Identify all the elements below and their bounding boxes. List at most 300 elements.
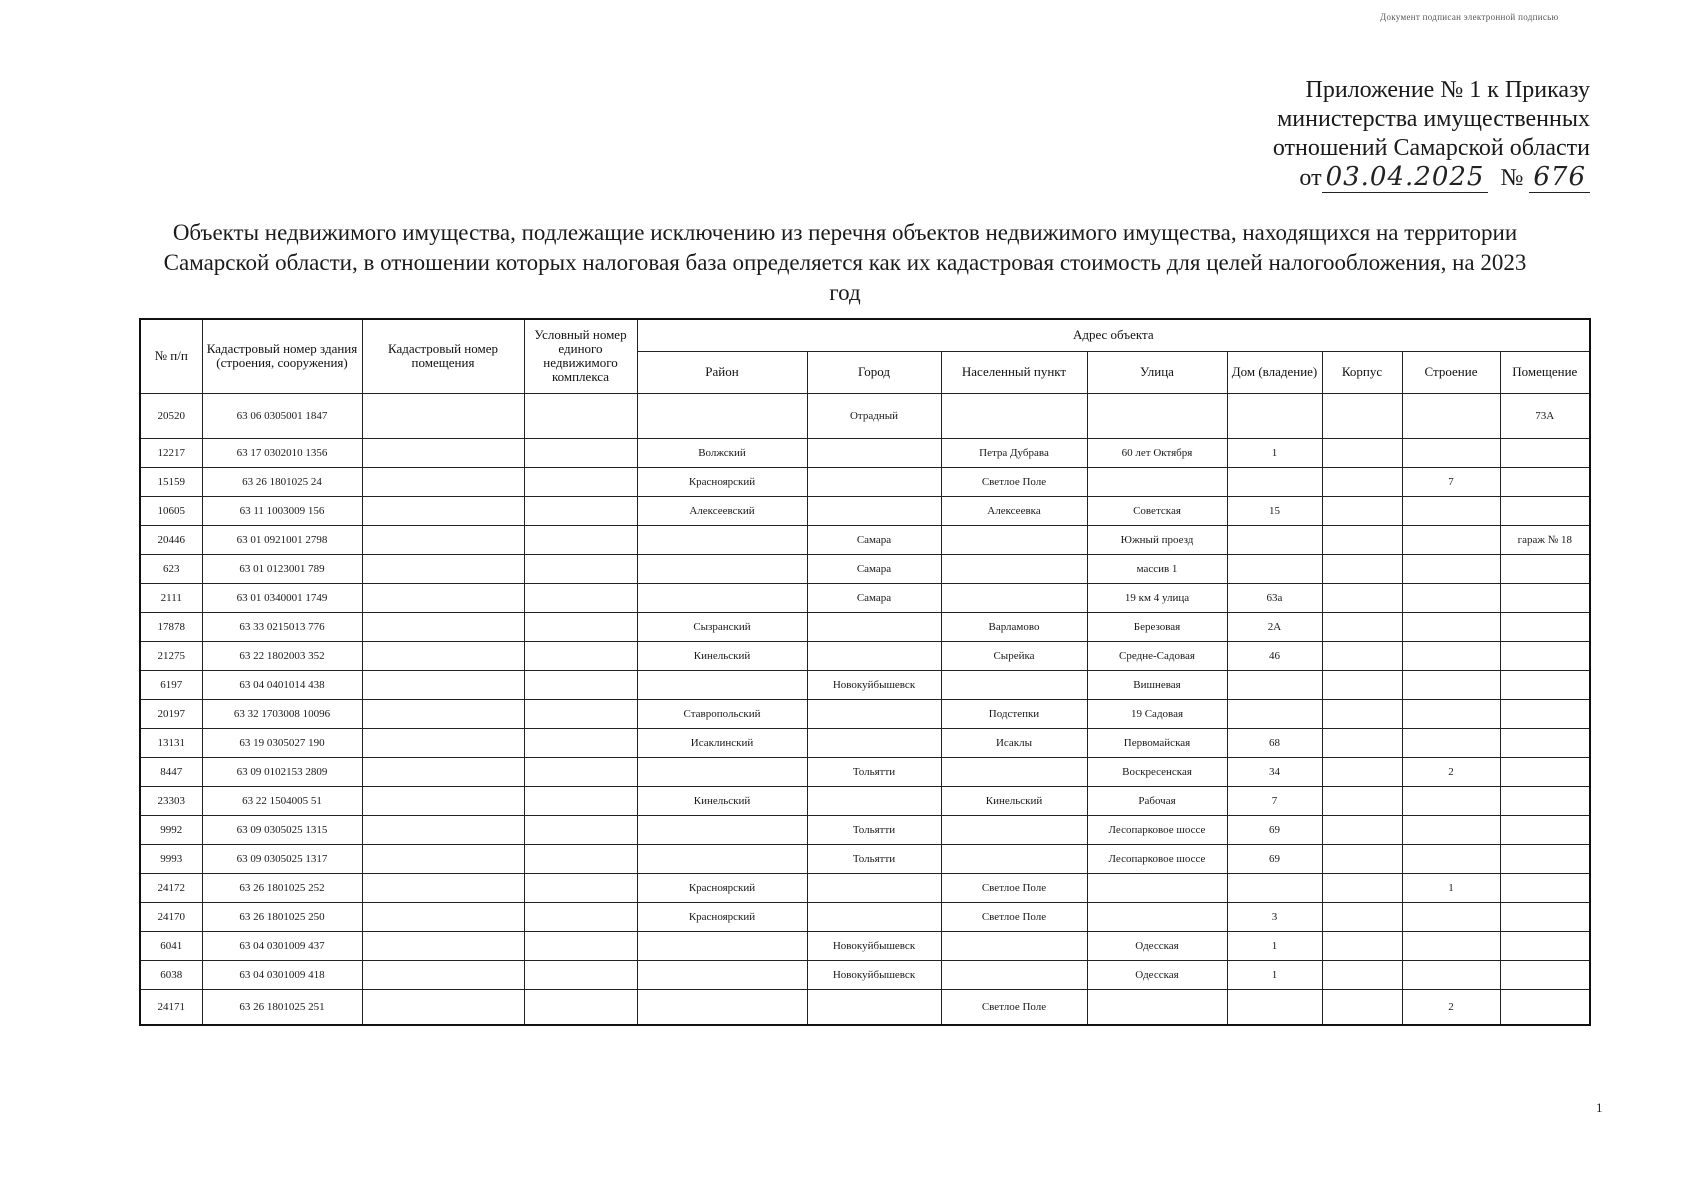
- cell-korpus: [1322, 467, 1402, 496]
- cell-cond-number: [524, 583, 637, 612]
- table-row: [140, 554, 1590, 583]
- cell-cad-premise: [362, 873, 524, 902]
- cell-street: Лесопарковое шоссе: [1087, 815, 1227, 844]
- table-row: [140, 467, 1590, 496]
- cell-settlement: [941, 554, 1087, 583]
- cell-house: 69: [1227, 844, 1322, 873]
- table-row: [140, 815, 1590, 844]
- property-table: [139, 318, 1591, 1026]
- cell-cad-building: 63 32 1703008 10096: [202, 699, 362, 728]
- cell-settlement: Подстепки: [941, 699, 1087, 728]
- cell-num: 23303: [140, 786, 202, 815]
- cell-korpus: [1322, 438, 1402, 467]
- cell-building: [1402, 612, 1500, 641]
- cell-district: [637, 931, 807, 960]
- table-body: [140, 393, 1590, 1025]
- cell-num: 2111: [140, 583, 202, 612]
- cell-num: 15159: [140, 467, 202, 496]
- cell-district: Красноярский: [637, 873, 807, 902]
- cell-district: [637, 844, 807, 873]
- cell-city: [807, 612, 941, 641]
- cell-building: [1402, 393, 1500, 438]
- cell-building: [1402, 641, 1500, 670]
- cell-settlement: [941, 757, 1087, 786]
- cell-korpus: [1322, 786, 1402, 815]
- cell-settlement: Петра Дубрава: [941, 438, 1087, 467]
- cell-district: Красноярский: [637, 902, 807, 931]
- cell-settlement: [941, 393, 1087, 438]
- cell-house: 1: [1227, 438, 1322, 467]
- cell-city: Самара: [807, 554, 941, 583]
- cell-korpus: [1322, 815, 1402, 844]
- cell-street: [1087, 873, 1227, 902]
- cell-house: 69: [1227, 815, 1322, 844]
- cell-room: [1500, 699, 1590, 728]
- cell-num: 13131: [140, 728, 202, 757]
- cell-num: 6038: [140, 960, 202, 989]
- cell-room: гараж № 18: [1500, 525, 1590, 554]
- header-house: Дом (владение): [1227, 351, 1322, 393]
- cell-cond-number: [524, 757, 637, 786]
- cell-settlement: Алексеевка: [941, 496, 1087, 525]
- cell-num: 20520: [140, 393, 202, 438]
- appendix-line: Приложение № 1 к Приказу: [1305, 77, 1590, 103]
- appendix-line: отношений Самарской области: [1272, 135, 1590, 161]
- cell-street: Советская: [1087, 496, 1227, 525]
- cell-cad-premise: [362, 699, 524, 728]
- cell-cad-premise: [362, 438, 524, 467]
- cell-room: 73А: [1500, 393, 1590, 438]
- cell-building: [1402, 931, 1500, 960]
- cell-building: [1402, 786, 1500, 815]
- cell-cond-number: [524, 844, 637, 873]
- cell-korpus: [1322, 844, 1402, 873]
- cell-cad-premise: [362, 525, 524, 554]
- cell-house: [1227, 525, 1322, 554]
- cell-cad-building: 63 11 1003009 156: [202, 496, 362, 525]
- cell-district: [637, 815, 807, 844]
- cell-building: [1402, 960, 1500, 989]
- table-row: [140, 641, 1590, 670]
- header-cad-premise: Кадастровый номер помещения: [362, 319, 524, 393]
- table-row: [140, 757, 1590, 786]
- cell-num: 8447: [140, 757, 202, 786]
- cell-room: [1500, 612, 1590, 641]
- cell-cad-premise: [362, 554, 524, 583]
- header-address: Адрес объекта: [637, 319, 1590, 351]
- appendix-header: [1180, 76, 1590, 193]
- cell-cad-premise: [362, 844, 524, 873]
- cell-building: 7: [1402, 467, 1500, 496]
- cell-num: 9992: [140, 815, 202, 844]
- cell-cad-building: 63 06 0305001 1847: [202, 393, 362, 438]
- cell-building: [1402, 496, 1500, 525]
- cell-korpus: [1322, 612, 1402, 641]
- cell-street: [1087, 467, 1227, 496]
- cell-cond-number: [524, 728, 637, 757]
- cell-street: Одесская: [1087, 960, 1227, 989]
- cell-street: массив 1: [1087, 554, 1227, 583]
- cell-cad-premise: [362, 757, 524, 786]
- cell-house: [1227, 873, 1322, 902]
- cell-settlement: [941, 815, 1087, 844]
- cell-settlement: Кинельский: [941, 786, 1087, 815]
- cell-city: Тольятти: [807, 815, 941, 844]
- cell-cad-building: 63 22 1504005 51: [202, 786, 362, 815]
- cell-cad-building: 63 09 0305025 1317: [202, 844, 362, 873]
- cell-district: Волжский: [637, 438, 807, 467]
- cell-district: [637, 960, 807, 989]
- cell-cad-building: 63 04 0401014 438: [202, 670, 362, 699]
- table-row: [140, 728, 1590, 757]
- cell-cad-building: 63 04 0301009 418: [202, 960, 362, 989]
- cell-room: [1500, 873, 1590, 902]
- cell-num: 24172: [140, 873, 202, 902]
- cell-street: Вишневая: [1087, 670, 1227, 699]
- cell-cad-premise: [362, 393, 524, 438]
- cell-building: [1402, 554, 1500, 583]
- cell-cond-number: [524, 786, 637, 815]
- cell-cond-number: [524, 815, 637, 844]
- cell-cad-premise: [362, 902, 524, 931]
- cell-house: [1227, 989, 1322, 1025]
- cell-room: [1500, 554, 1590, 583]
- header-cad-building: Кадастровый номер здания (строения, сооружения): [202, 319, 362, 393]
- cell-cond-number: [524, 989, 637, 1025]
- order-date-line: [1180, 163, 1590, 193]
- cell-num: 24170: [140, 902, 202, 931]
- signature-stamp: Документ подписан электронной подписью: [1380, 12, 1559, 22]
- cell-city: [807, 902, 941, 931]
- cell-cond-number: [524, 931, 637, 960]
- cell-num: 24171: [140, 989, 202, 1025]
- header-settlement: Населенный пункт: [941, 351, 1087, 393]
- cell-district: [637, 670, 807, 699]
- cell-cond-number: [524, 960, 637, 989]
- cell-house: 68: [1227, 728, 1322, 757]
- cell-cond-number: [524, 467, 637, 496]
- cell-house: 1: [1227, 960, 1322, 989]
- cell-district: Ставропольский: [637, 699, 807, 728]
- cell-cad-building: 63 04 0301009 437: [202, 931, 362, 960]
- cell-district: Кинельский: [637, 641, 807, 670]
- cell-district: Кинельский: [637, 786, 807, 815]
- cell-street: Рабочая: [1087, 786, 1227, 815]
- cell-house: 1: [1227, 931, 1322, 960]
- cell-cad-building: 63 17 0302010 1356: [202, 438, 362, 467]
- cell-district: Сызранский: [637, 612, 807, 641]
- cell-cad-building: 63 26 1801025 24: [202, 467, 362, 496]
- cell-num: 6041: [140, 931, 202, 960]
- cell-room: [1500, 641, 1590, 670]
- cell-house: 46: [1227, 641, 1322, 670]
- cell-num: 9993: [140, 844, 202, 873]
- cell-cad-building: 63 09 0102153 2809: [202, 757, 362, 786]
- header-room: Помещение: [1500, 351, 1590, 393]
- cell-cad-premise: [362, 931, 524, 960]
- cell-building: [1402, 670, 1500, 699]
- cell-cond-number: [524, 670, 637, 699]
- cell-city: Тольятти: [807, 757, 941, 786]
- cell-cad-premise: [362, 786, 524, 815]
- cell-street: [1087, 902, 1227, 931]
- cell-settlement: Сырейка: [941, 641, 1087, 670]
- cell-korpus: [1322, 554, 1402, 583]
- cell-settlement: [941, 525, 1087, 554]
- cell-cond-number: [524, 699, 637, 728]
- cell-building: [1402, 902, 1500, 931]
- table-row: [140, 438, 1590, 467]
- cell-cad-premise: [362, 728, 524, 757]
- appendix-line: министерства имущественных: [1277, 106, 1590, 132]
- header-korpus: Корпус: [1322, 351, 1402, 393]
- cell-district: Исаклинский: [637, 728, 807, 757]
- cell-korpus: [1322, 757, 1402, 786]
- cell-street: [1087, 989, 1227, 1025]
- number-label: №: [1500, 165, 1524, 191]
- cell-house: [1227, 670, 1322, 699]
- cell-street: 19 км 4 улица: [1087, 583, 1227, 612]
- cell-house: 3: [1227, 902, 1322, 931]
- cell-city: Новокуйбышевск: [807, 960, 941, 989]
- cell-korpus: [1322, 960, 1402, 989]
- cell-district: [637, 757, 807, 786]
- cell-settlement: Светлое Поле: [941, 989, 1087, 1025]
- table-row: [140, 786, 1590, 815]
- cell-district: [637, 525, 807, 554]
- cell-building: [1402, 438, 1500, 467]
- cell-street: Первомайская: [1087, 728, 1227, 757]
- cell-cad-building: 63 01 0921001 2798: [202, 525, 362, 554]
- cell-cond-number: [524, 438, 637, 467]
- table-row: [140, 989, 1590, 1025]
- cell-cad-building: 63 01 0123001 789: [202, 554, 362, 583]
- cell-house: [1227, 393, 1322, 438]
- cell-num: 10605: [140, 496, 202, 525]
- cell-city: [807, 989, 941, 1025]
- cell-district: [637, 554, 807, 583]
- cell-city: [807, 728, 941, 757]
- cell-district: Алексеевский: [637, 496, 807, 525]
- table-row: [140, 699, 1590, 728]
- cell-city: Новокуйбышевск: [807, 931, 941, 960]
- cell-cad-premise: [362, 989, 524, 1025]
- cell-num: 623: [140, 554, 202, 583]
- cell-cond-number: [524, 554, 637, 583]
- cell-cond-number: [524, 641, 637, 670]
- cell-korpus: [1322, 989, 1402, 1025]
- cell-city: Самара: [807, 583, 941, 612]
- date-prefix: от: [1299, 165, 1322, 191]
- table-row: [140, 612, 1590, 641]
- table-row: [140, 525, 1590, 554]
- cell-street: Березовая: [1087, 612, 1227, 641]
- cell-district: [637, 583, 807, 612]
- cell-korpus: [1322, 496, 1402, 525]
- cell-house: 7: [1227, 786, 1322, 815]
- cell-city: [807, 699, 941, 728]
- cell-city: [807, 467, 941, 496]
- page-number: 1: [1596, 1100, 1603, 1115]
- cell-building: [1402, 699, 1500, 728]
- cell-korpus: [1322, 670, 1402, 699]
- cell-cad-premise: [362, 670, 524, 699]
- table-row: [140, 393, 1590, 438]
- cell-settlement: Светлое Поле: [941, 873, 1087, 902]
- cell-street: [1087, 393, 1227, 438]
- cell-settlement: [941, 844, 1087, 873]
- cell-cad-premise: [362, 641, 524, 670]
- cell-cad-premise: [362, 612, 524, 641]
- cell-street: 60 лет Октября: [1087, 438, 1227, 467]
- cell-room: [1500, 989, 1590, 1025]
- cell-room: [1500, 844, 1590, 873]
- header-num: № п/п: [140, 319, 202, 393]
- cell-building: 2: [1402, 989, 1500, 1025]
- cell-district: Красноярский: [637, 467, 807, 496]
- cell-cad-premise: [362, 960, 524, 989]
- cell-settlement: [941, 960, 1087, 989]
- cell-cad-building: 63 01 0340001 1749: [202, 583, 362, 612]
- cell-district: [637, 393, 807, 438]
- cell-cond-number: [524, 873, 637, 902]
- cell-city: Тольятти: [807, 844, 941, 873]
- cell-house: [1227, 699, 1322, 728]
- cell-room: [1500, 902, 1590, 931]
- table-row: [140, 583, 1590, 612]
- cell-cad-building: 63 22 1802003 352: [202, 641, 362, 670]
- cell-building: [1402, 525, 1500, 554]
- cell-cad-building: 63 26 1801025 250: [202, 902, 362, 931]
- handwritten-number: 676: [1529, 162, 1590, 193]
- cell-cond-number: [524, 393, 637, 438]
- cell-house: [1227, 554, 1322, 583]
- cell-house: [1227, 467, 1322, 496]
- cell-city: [807, 496, 941, 525]
- cell-korpus: [1322, 583, 1402, 612]
- header-street: Улица: [1087, 351, 1227, 393]
- cell-room: [1500, 815, 1590, 844]
- cell-district: [637, 989, 807, 1025]
- cell-korpus: [1322, 393, 1402, 438]
- cell-building: [1402, 844, 1500, 873]
- table-row: [140, 960, 1590, 989]
- cell-cad-building: 63 19 0305027 190: [202, 728, 362, 757]
- cell-city: [807, 438, 941, 467]
- cell-building: [1402, 583, 1500, 612]
- cell-house: 63а: [1227, 583, 1322, 612]
- cell-num: 17878: [140, 612, 202, 641]
- cell-room: [1500, 583, 1590, 612]
- cell-city: [807, 786, 941, 815]
- cell-street: Одесская: [1087, 931, 1227, 960]
- table-row: [140, 902, 1590, 931]
- cell-street: Средне-Садовая: [1087, 641, 1227, 670]
- cell-cad-building: 63 26 1801025 252: [202, 873, 362, 902]
- table-row: [140, 496, 1590, 525]
- cell-room: [1500, 670, 1590, 699]
- cell-cad-premise: [362, 496, 524, 525]
- cell-building: [1402, 728, 1500, 757]
- cell-settlement: [941, 670, 1087, 699]
- cell-korpus: [1322, 902, 1402, 931]
- header-district: Район: [637, 351, 807, 393]
- table-row: [140, 844, 1590, 873]
- cell-building: 1: [1402, 873, 1500, 902]
- header-city: Город: [807, 351, 941, 393]
- cell-city: [807, 873, 941, 902]
- cell-room: [1500, 496, 1590, 525]
- cell-building: [1402, 815, 1500, 844]
- cell-city: Отрадный: [807, 393, 941, 438]
- cell-house: 15: [1227, 496, 1322, 525]
- cell-street: Южный проезд: [1087, 525, 1227, 554]
- cell-cond-number: [524, 612, 637, 641]
- cell-room: [1500, 786, 1590, 815]
- cell-settlement: Исаклы: [941, 728, 1087, 757]
- cell-room: [1500, 467, 1590, 496]
- cell-settlement: Варламово: [941, 612, 1087, 641]
- cell-cad-premise: [362, 815, 524, 844]
- cell-num: 12217: [140, 438, 202, 467]
- cell-cad-building: 63 33 0215013 776: [202, 612, 362, 641]
- cell-street: 19 Садовая: [1087, 699, 1227, 728]
- cell-cad-building: 63 26 1801025 251: [202, 989, 362, 1025]
- cell-num: 20446: [140, 525, 202, 554]
- cell-cond-number: [524, 525, 637, 554]
- cell-num: 20197: [140, 699, 202, 728]
- cell-cond-number: [524, 496, 637, 525]
- cell-house: 2А: [1227, 612, 1322, 641]
- cell-building: 2: [1402, 757, 1500, 786]
- table-row: [140, 931, 1590, 960]
- cell-room: [1500, 728, 1590, 757]
- cell-room: [1500, 960, 1590, 989]
- cell-city: Новокуйбышевск: [807, 670, 941, 699]
- cell-street: Лесопарковое шоссе: [1087, 844, 1227, 873]
- cell-korpus: [1322, 699, 1402, 728]
- table-row: [140, 873, 1590, 902]
- cell-settlement: [941, 931, 1087, 960]
- cell-settlement: Светлое Поле: [941, 902, 1087, 931]
- cell-korpus: [1322, 931, 1402, 960]
- table-row: [140, 670, 1590, 699]
- cell-room: [1500, 438, 1590, 467]
- cell-cad-building: 63 09 0305025 1315: [202, 815, 362, 844]
- cell-cond-number: [524, 902, 637, 931]
- cell-room: [1500, 757, 1590, 786]
- cell-korpus: [1322, 873, 1402, 902]
- document-title: Объекты недвижимого имущества, подлежащие исключению из перечня объектов недвижимого имущества, находящихся на территории Самарской области, в отношении которых налоговая база определяется как их кадастровая стоимость для целей налогообложения, на 2023 год: [163, 220, 1527, 305]
- cell-korpus: [1322, 525, 1402, 554]
- header-cond-number: Условный номер единого недвижимого комплекса: [524, 319, 637, 393]
- cell-house: 34: [1227, 757, 1322, 786]
- cell-settlement: [941, 583, 1087, 612]
- cell-city: Самара: [807, 525, 941, 554]
- cell-num: 21275: [140, 641, 202, 670]
- cell-korpus: [1322, 641, 1402, 670]
- cell-street: Воскресенская: [1087, 757, 1227, 786]
- cell-city: [807, 641, 941, 670]
- cell-cad-premise: [362, 583, 524, 612]
- header-building: Строение: [1402, 351, 1500, 393]
- cell-room: [1500, 931, 1590, 960]
- cell-korpus: [1322, 728, 1402, 757]
- handwritten-date: 03.04.2025: [1322, 162, 1489, 193]
- cell-cad-premise: [362, 467, 524, 496]
- cell-num: 6197: [140, 670, 202, 699]
- cell-settlement: Светлое Поле: [941, 467, 1087, 496]
